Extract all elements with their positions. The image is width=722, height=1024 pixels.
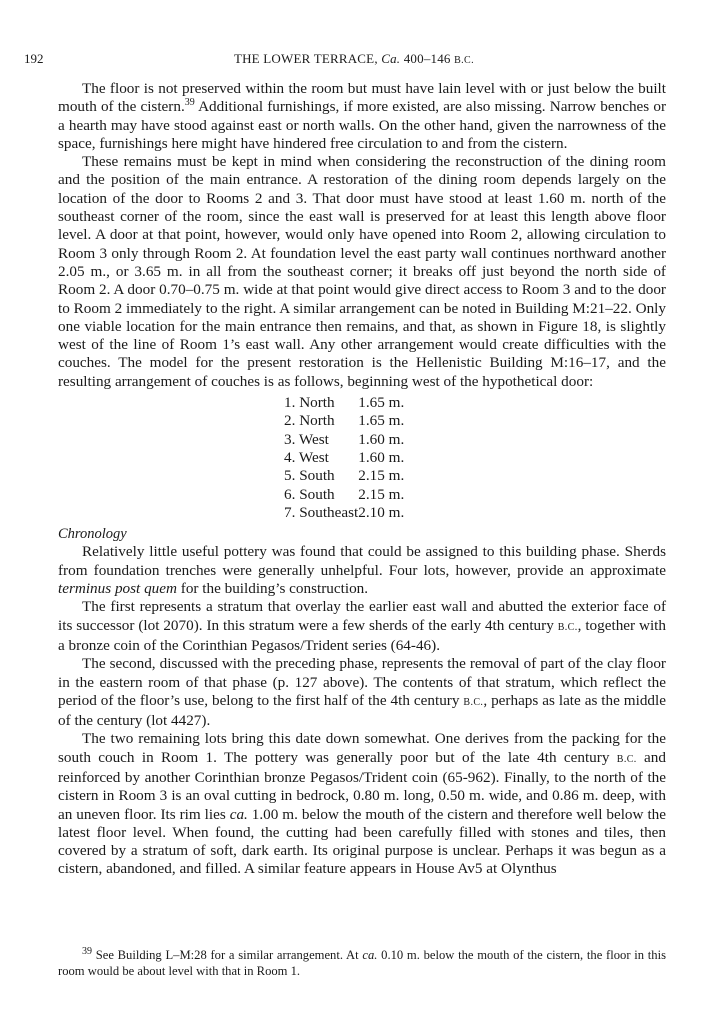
paragraph-floor-text-a: The floor is not preserved within the room but must have lain level with or just below the built mouth of the cistern. [58, 80, 666, 116]
paragraph-floor-text-b: Additional furnishings, if more existed, are also missing. Narrow benches or a hearth may have stood against east or north walls. On the other hand, given the narrowness of the space, furnishings here might have hindered free circulation to and from the cistern. [58, 98, 666, 152]
paragraph-floor [58, 80, 666, 153]
couch-label: 4. West [284, 448, 329, 466]
chronology-intro-b: for the building’s construction. [176, 580, 369, 598]
footnote-39 [58, 947, 666, 979]
couch-length: 2.15 m. [358, 467, 405, 485]
couch-length: 1.65 m. [358, 394, 405, 412]
footnote-number: 39 [82, 945, 92, 957]
remaining-lots-b: and reinforced by another Corinthian bronze Pegasos/Trident coin (65-962). Finally, to the north of the cistern in Room 3 is an oval cutting in bedrock, 0.80 m. long, 0.50 m. wide, and 0.86 m. deep, with an uneven floor. Its rim lies [58, 748, 666, 823]
main-text [58, 80, 666, 879]
second-lot-b: , perhaps as late as the middle of the century (lot 4427). [58, 691, 666, 730]
footnote-text-a: See Building L–M:28 for a similar arrangement. At [92, 948, 363, 962]
era-bc: B.C. [557, 621, 578, 633]
chronology-intro-a: Relatively little useful pottery was found that could be assigned to this building phase. Sherds from foundation trenches were generally unhelpful. Four lots, however, provide an approximate [58, 543, 666, 579]
paragraph-reconstruction: These remains must be kept in mind when considering the reconstruction of the dining room and the position of the main entrance. A restoration of the dining room depends largely on the location of the door to Rooms 2 and 3. That door must have stood at least 1.60 m. north of the southeast corner of the room, since the east wall is preserved for at least this length above floor level. A door at that point, however, would only have opened into Room 2, allowing circulation to Room 3 only through Room 2. At foundation level the east party wall continues northward another 2.05 m., or 3.65 m. in all from the southeast corner; it breaks off just beyond the north side of Room 2. A door 0.70–0.75 m. wide at that point would give direct access to Room 3 and to the door to Room 2 immediately to the right. A similar arrangement can be noted in Building M:21–22. Only one viable location for the main entrance then remains, and that, as shown in Figure 18, is slightly west of the line of Room 1’s east wall. Any other arrangement would create difficulties with the couches. The model for the present restoration is the Hellenistic Building M:16–17, and the resulting arrangement of couches is as follows, beginning west of the hypothetical door: [58, 153, 666, 390]
couch-row [284, 394, 404, 412]
couch-row [284, 412, 404, 430]
footnote-text-b: 0.10 m. below the mouth of the cistern, the floor in this room would be about level with that in Room 1. [58, 948, 666, 978]
couch-length: 2.15 m. [358, 485, 405, 503]
couch-label: 6. South [284, 485, 335, 503]
couch-length: 1.60 m. [358, 448, 405, 466]
first-lot-a: The first represents a stratum that overlay the earlier east wall and abutted the exterior face of its successor (lot 2070). In this stratum were a few sherds of the early 4th century [58, 598, 666, 634]
footnote-ref[interactable]: 39 [184, 97, 195, 109]
second-lot-a: The second, discussed with the preceding phase, represents the removal of part of the clay floor in the eastern room of that phase (p. 127 above). The contents of that stratum, which reflect the period of the floor’s use, belong to the first half of the 4th century [58, 655, 666, 709]
couch-row [284, 431, 404, 449]
couch-label: 7. Southeast [284, 503, 359, 521]
couch-length: 2.10 m. [358, 503, 405, 521]
era-bc: B.C. [616, 753, 637, 765]
couch-label: 2. North [284, 412, 335, 430]
running-title [24, 51, 684, 67]
paragraph-chronology-intro [58, 543, 666, 598]
couch-table [284, 394, 404, 522]
circa: ca. [362, 948, 378, 962]
era-bc: B.C. [463, 696, 484, 708]
couch-length: 1.65 m. [358, 412, 405, 430]
couch-label: 1. North [284, 394, 335, 412]
circa: ca. [229, 805, 248, 823]
couch-label: 3. West [284, 430, 329, 448]
couch-label: 5. South [284, 467, 335, 485]
couch-row [284, 504, 404, 522]
section-heading-chronology: Chronology [58, 526, 127, 543]
page-number: 192 [24, 51, 44, 66]
remaining-lots-a: The two remaining lots bring this date down somewhat. One derives from the packing for the south couch in Room 1. The pottery was generally poor but of the late 4th century [58, 730, 666, 766]
running-title-dates: 400–146 [400, 51, 455, 66]
running-header [24, 51, 684, 69]
running-title-ca: Ca. [381, 51, 401, 66]
couch-row [284, 486, 404, 504]
couch-row [284, 467, 404, 485]
running-title-era: B.C. [454, 55, 475, 66]
paragraph-second-lot [58, 655, 666, 730]
remaining-lots-c: 1.00 m. below the mouth of the cistern and therefore well below the latest floor level. When found, the cutting had been carefully filled with stones and tiles, then covered by a stratum of soft, dark earth. Its original purpose is unclear. Perhaps it was begun as a cistern, abandoned, and filled. A similar feature appears in House Av5 at Olynthus [58, 805, 666, 878]
couch-length: 1.60 m. [358, 430, 405, 448]
first-lot-b: , together with a bronze coin of the Corinthian Pegasos/Trident series (64-46). [58, 616, 666, 654]
paragraph-remaining-lots [58, 730, 666, 878]
running-title-text: THE LOWER TERRACE, [233, 51, 382, 66]
paragraph-first-lot [58, 598, 666, 655]
footnote [58, 947, 666, 979]
couch-row [284, 449, 404, 467]
terminus-post-quem: terminus post quem [58, 580, 177, 598]
